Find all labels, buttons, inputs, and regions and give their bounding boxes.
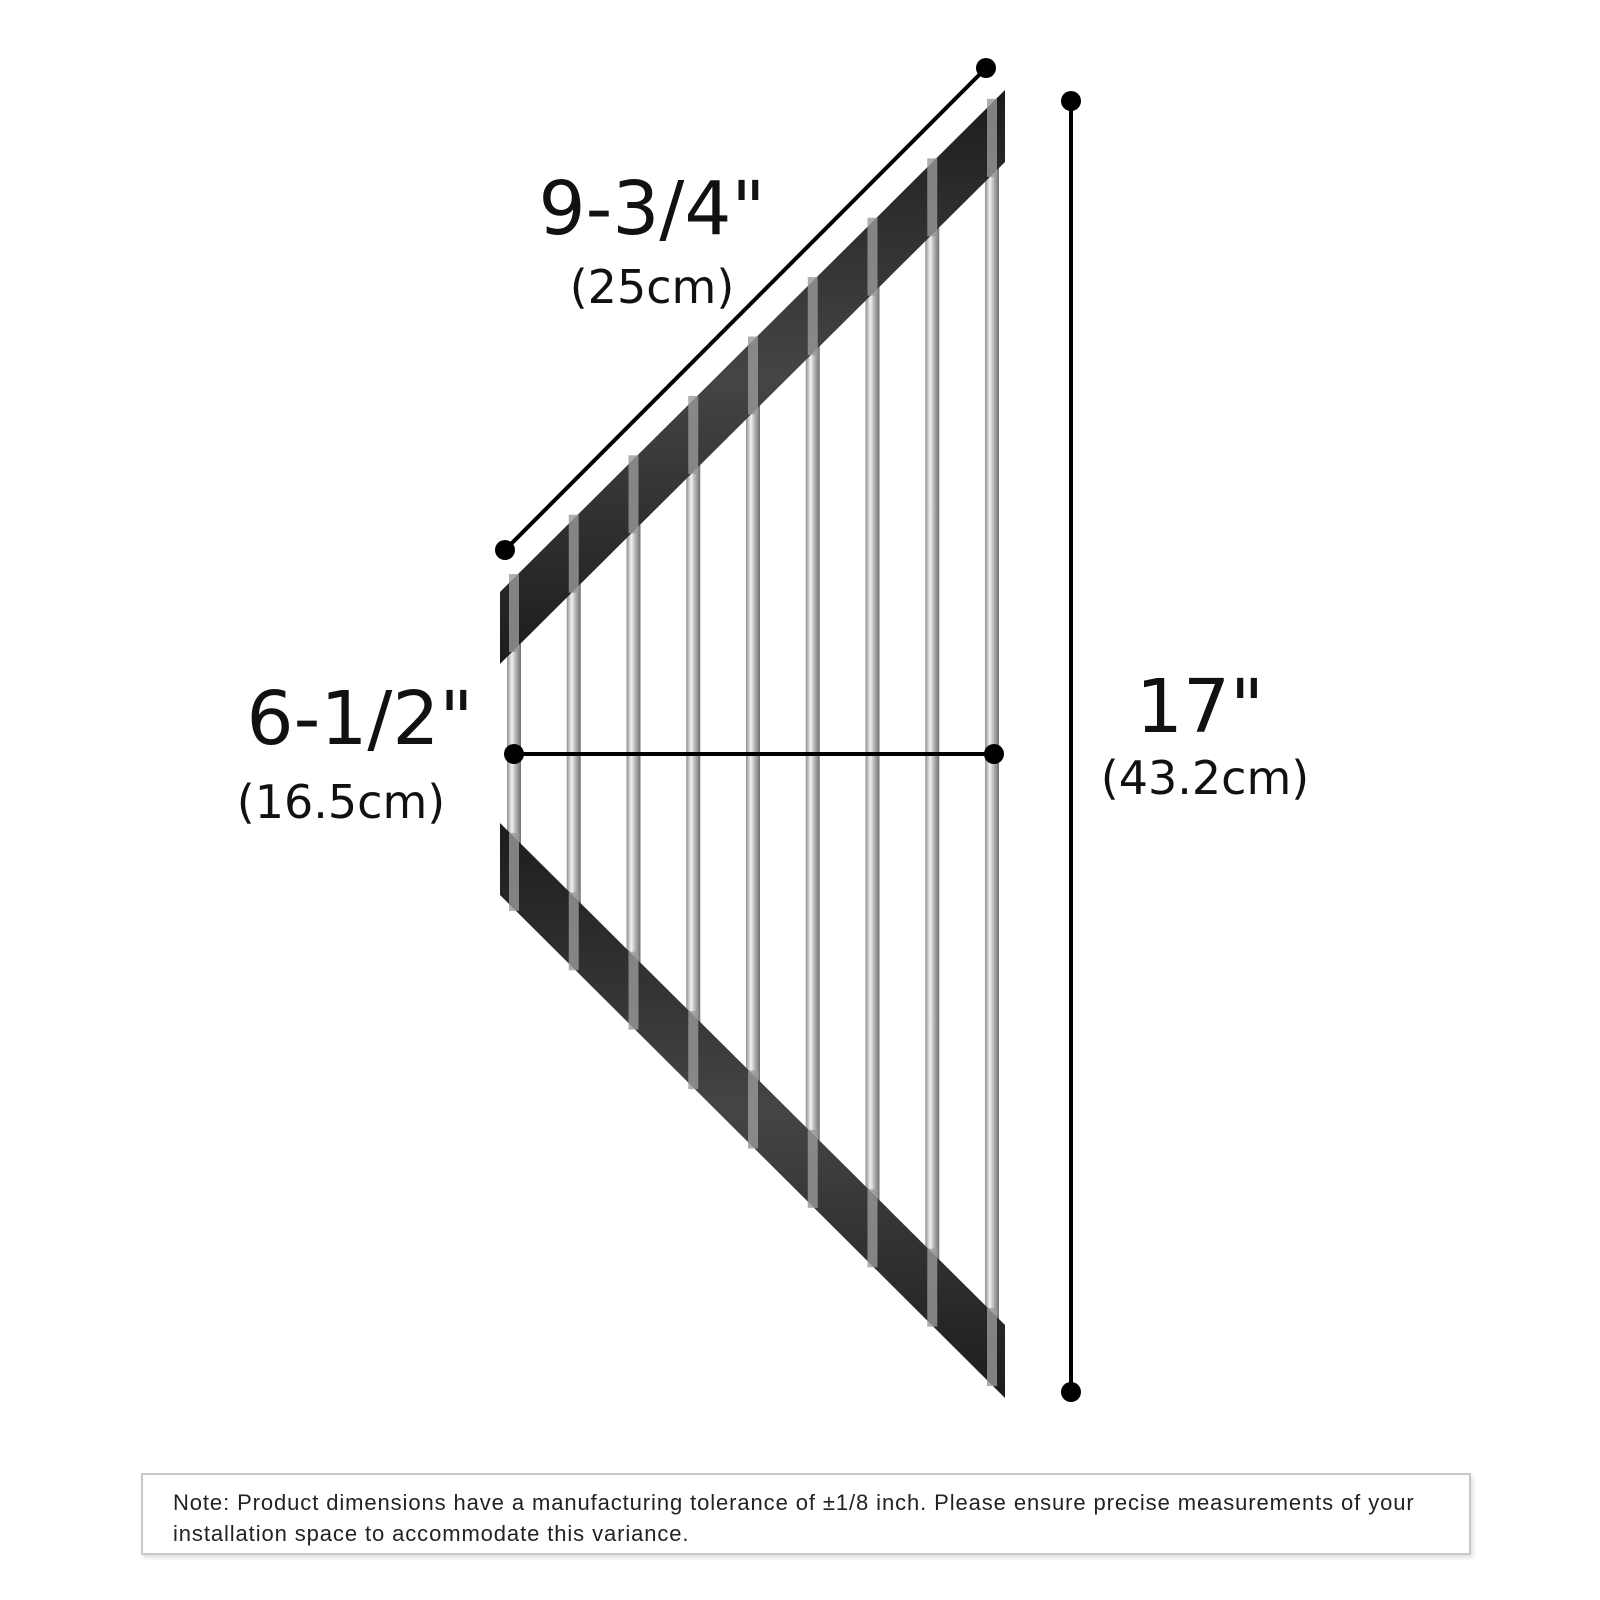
top-band-rod-highlight [808,277,818,355]
top-band-rod-highlight [688,396,698,474]
top-edge-imperial-label: 9-3/4" [538,166,766,252]
top-band-rod-highlight [569,515,579,593]
bottom-band-rod-highlight [987,1308,997,1386]
rack-rod [627,519,641,967]
top-band-rod-highlight [509,574,519,652]
bottom-band-rod-highlight [868,1189,878,1267]
rack-rod [866,282,880,1206]
rack-rod [507,638,521,849]
top-band-rod-highlight [987,99,997,177]
width-imperial-label: 6-1/2" [246,676,474,762]
rack-rod [806,341,820,1146]
bottom-band-rod-highlight [808,1130,818,1208]
bottom-band-rod-highlight [688,1011,698,1089]
width-metric-label: (16.5cm) [236,775,446,829]
rack-rod [746,401,760,1087]
rack-rod [985,163,999,1324]
tolerance-note-text: Note: Product dimensions have a manufacturing tolerance of ±1/8 inch. Please ensure precise measurements of your installation space to accommodate this variance. [173,1490,1415,1546]
top-edge-metric-label: (25cm) [569,260,735,314]
bottom-band-rod-highlight [748,1070,758,1148]
bottom-band-rod-highlight [927,1249,937,1327]
bottom-band-rod-highlight [629,952,639,1030]
rack-rod [567,579,581,909]
top-band-rod-highlight [927,158,937,236]
tolerance-note [141,1473,1471,1555]
height-dimension-line [1061,91,1081,1402]
rack-rod [925,222,939,1264]
bottom-band-rod-highlight [569,892,579,970]
bottom-band-rod-highlight [509,833,519,911]
top-band-rod-highlight [868,218,878,296]
rack-rod [686,460,700,1027]
top-band-rod-highlight [748,337,758,415]
height-metric-label: (43.2cm) [1100,751,1310,805]
top-band-rod-highlight [629,455,639,533]
height-imperial-label: 17" [1135,664,1265,750]
